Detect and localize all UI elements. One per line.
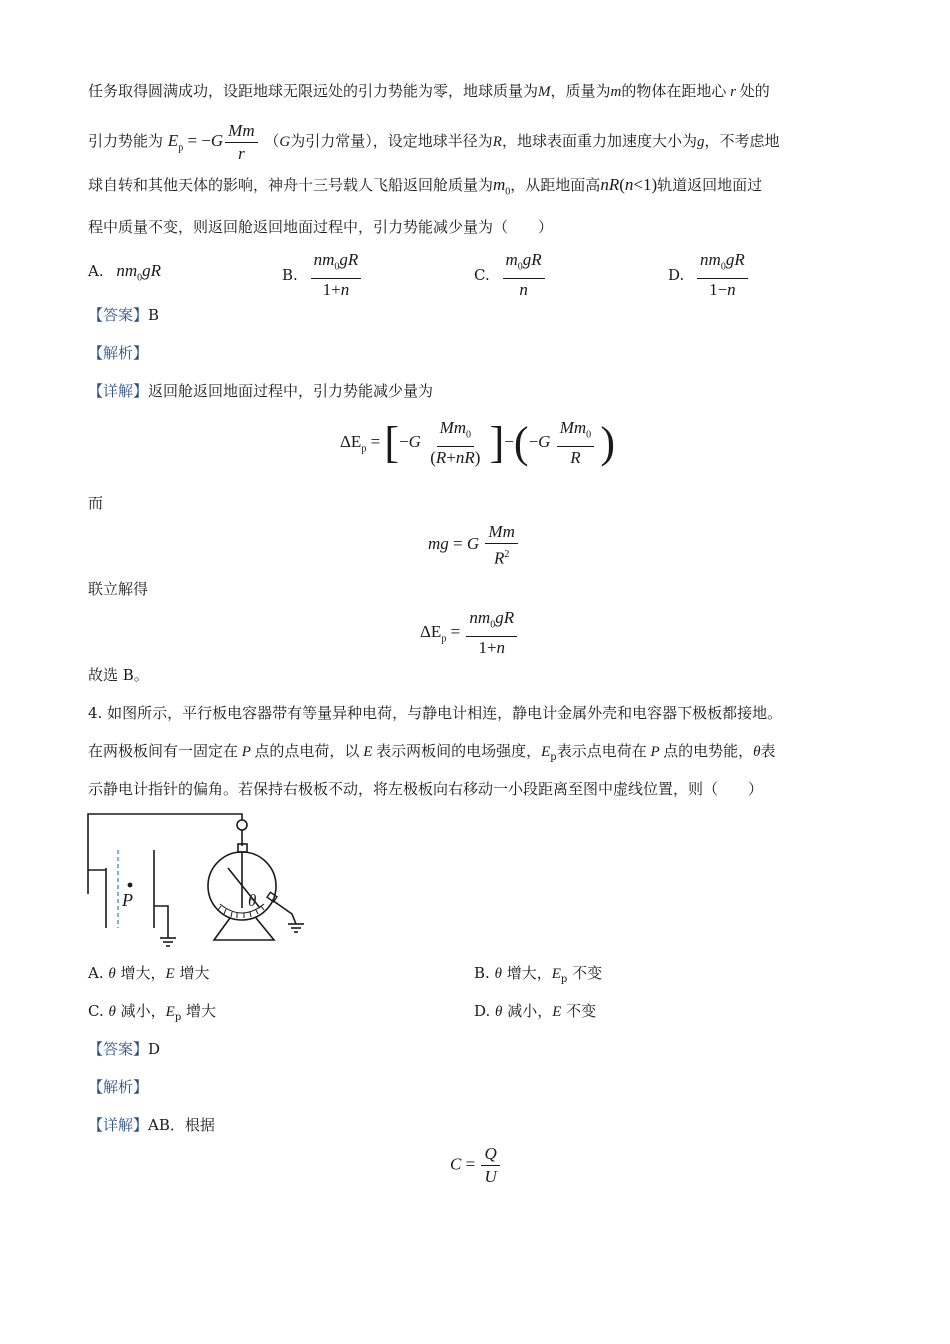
p4-line2: 在两极板间有一固定在 P 点的点电荷，以 E 表示两板间的电场强度，$E_p$表示点电荷在 P 点的电势能，θ表: [88, 742, 776, 763]
equation-capacitance: C = $\frac{Q}{U}$: [450, 1144, 502, 1187]
p4-analysis: 【解析】: [88, 1078, 149, 1096]
p3-detail: 【详解】返回舱返回地面过程中，引力势能减少量为: [88, 382, 434, 400]
p3-line4: 程中质量不变，则返回舱返回地面过程中，引力势能减少量为（ ）: [88, 218, 554, 236]
var-M: M: [538, 84, 551, 100]
p3-combine: 联立解得: [88, 580, 149, 598]
p4-answer: 【答案】D: [88, 1040, 161, 1058]
p3-line2: 引力势能为 $E_p = -G$ $\frac{Mm}{r}$ （G为引力常量），设定地球半径为R，地球表面重力加速度大小为g，不考虑地: [88, 120, 780, 163]
p3-analysis: 【解析】: [88, 344, 149, 362]
option-a: A. $nm_0gR$: [88, 261, 162, 284]
p4-line3: 示静电计指针的偏角。若保持右极板不动，将左极板向右移动一小段距离至图中虚线位置，则（ ）: [88, 780, 764, 798]
point-p-dot: [128, 883, 133, 888]
label-p: P: [122, 890, 133, 910]
var-r: r: [726, 84, 740, 100]
equation-result: $\Delta E_p$ = $\frac{nm_0gR}{1+n}$: [420, 608, 519, 658]
p4-option-d: D. θ 减小，E 不变: [474, 1002, 597, 1020]
p4-line1: 4. 如图所示，平行板电容器带有等量异种电荷，与静电计相连，静电计金属外壳和电容器下极板都接地。: [88, 704, 783, 722]
p3-line3: 球自转和其他天体的影响，神舟十三号载人飞船返回舱质量为$m_0$，从距地面高nR(n<1)轨道返回地面过: [88, 175, 763, 198]
p3-answer: 【答案】B: [88, 306, 160, 324]
top-wire: [88, 814, 242, 894]
p4-detail: 【详解】AB．根据: [88, 1116, 215, 1134]
p3-and: 而: [88, 494, 104, 512]
p3-conclusion: 故选 B。: [88, 666, 149, 684]
p4-option-b: B. θ 增大，$E_p$ 不变: [474, 964, 603, 985]
label-theta: θ: [248, 891, 257, 910]
equation-mg: mg = G $\frac{Mm}{R^2}$: [428, 522, 520, 569]
capacitor-electrometer-figure: [84, 810, 314, 950]
p4-option-a: A. θ 增大，E 增大: [88, 964, 210, 982]
terminal-ball: [237, 820, 247, 830]
option-b: B. $\frac{nm_0gR}{1+n}$: [282, 250, 363, 300]
p4-option-c: C. θ 减小，$E_p$ 增大: [88, 1002, 217, 1023]
potential-energy-formula: $E_p = -G$ $\frac{Mm}{r}$: [168, 131, 260, 150]
var-m: m: [610, 84, 622, 100]
electrometer-base: [214, 918, 274, 940]
equation-delta-ep: $\Delta E_p = [-G$ $\frac{Mm_0}{(R+nR)}$ ]−(−G $\frac{Mm_0}{R}$ ): [340, 418, 616, 468]
p3-line1: 任务取得圆满成功，设距地球无限远处的引力势能为零，地球质量为M，质量为m的物体在距地心 r 处的: [88, 82, 770, 100]
option-c: C. $\frac{m_0gR}{n}$: [474, 250, 547, 300]
option-d: D. $\frac{nm_0gR}{1-n}$: [668, 250, 750, 300]
